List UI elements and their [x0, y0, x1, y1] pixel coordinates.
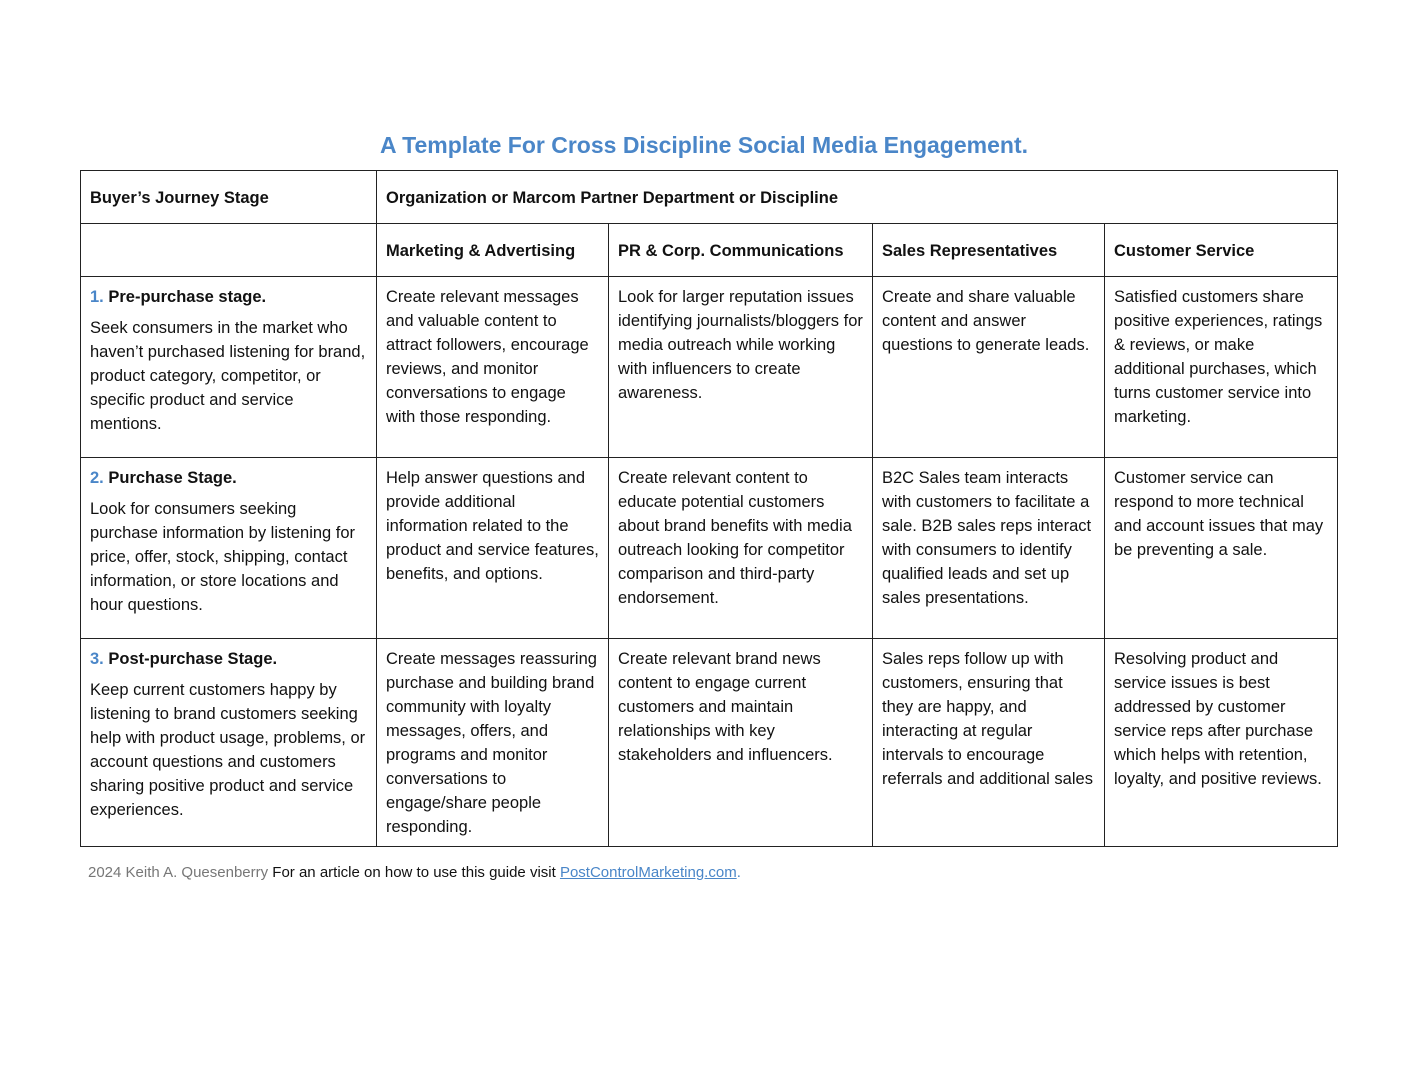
table-cell: Look for larger reputation issues identifying journalists/bloggers for media outreach while working with influencers to create awareness. — [609, 277, 873, 458]
table-row-pre-purchase — [81, 277, 1338, 458]
stage-description: Look for consumers seeking purchase information by listening for price, offer, stock, shipping, contact information, or store locations and hour questions. — [90, 500, 356, 614]
stage-column-header: Buyer’s Journey Stage — [81, 171, 377, 224]
stage-number: 1. — [90, 288, 104, 306]
table-row-post-purchase — [81, 639, 1338, 847]
engagement-table — [80, 170, 1338, 847]
stage-number: 2. — [90, 469, 104, 487]
footer — [88, 862, 741, 884]
stage-cell — [81, 277, 377, 458]
table-cell: Create relevant messages and valuable content to attract followers, encourage reviews, and monitor conversations to engage with those responding. — [377, 277, 609, 458]
table-cell: B2C Sales team interacts with customers to facilitate a sale. B2B sales reps interact with consumers to identify qualified leads and set up sales presentations. — [873, 458, 1105, 639]
stage-name: Pre-purchase stage. — [108, 288, 267, 306]
stage-description: Keep current customers happy by listening to brand customers seeking help with product usage, problems, or account questions and customers sharing positive product and service experiences. — [90, 681, 366, 819]
stage-title — [90, 466, 367, 490]
column-header-pr: PR & Corp. Communications — [609, 224, 873, 277]
table-cell: Create relevant brand news content to engage current customers and maintain relationships with key stakeholders and influencers. — [609, 639, 873, 847]
table-cell: Create and share valuable content and answer questions to generate leads. — [873, 277, 1105, 458]
empty-header-cell — [81, 224, 377, 277]
table-cell: Sales reps follow up with customers, ensuring that they are happy, and interacting at regular intervals to encourage referrals and additional sales — [873, 639, 1105, 847]
table-cell: Create relevant content to educate potential customers about brand benefits with media outreach looking for competitor comparison and third-party endorsement. — [609, 458, 873, 639]
table-cell: Satisfied customers share positive experiences, ratings & reviews, or make additional purchases, which turns customer service into marketing. — [1105, 277, 1338, 458]
page-title: A Template For Cross Discipline Social Media Engagement. — [380, 132, 1028, 158]
stage-description: Seek consumers in the market who haven’t purchased listening for brand, product category, competitor, or specific product and service mentions. — [90, 319, 366, 433]
table-header-row — [81, 171, 1338, 224]
table-row-purchase — [81, 458, 1338, 639]
footer-link[interactable]: PostControlMarketing.com — [559, 864, 737, 881]
table-cell: Customer service can respond to more technical and account issues that may be preventing a sale. — [1105, 458, 1338, 639]
table-subheader-row — [81, 224, 1338, 277]
stage-number: 3. — [90, 650, 104, 668]
table-cell: Help answer questions and provide additional information related to the product and service features, benefits, and options. — [377, 458, 609, 639]
stage-cell — [81, 458, 377, 639]
stage-title — [90, 285, 367, 309]
discipline-header: Organization or Marcom Partner Department or Discipline — [377, 171, 1338, 224]
table-cell: Create messages reassuring purchase and building brand community with loyalty messages, offers, and programs and monitor conversations to engage/share people responding. — [377, 639, 609, 847]
stage-title — [90, 647, 367, 671]
footer-period: . — [736, 864, 741, 881]
column-header-sales: Sales Representatives — [873, 224, 1105, 277]
footer-credit: 2024 Keith A. Quesenberry — [88, 864, 269, 881]
column-header-customer-service: Customer Service — [1105, 224, 1338, 277]
table-cell: Resolving product and service issues is best addressed by customer service reps after purchase which helps with retention, loyalty, and positive reviews. — [1105, 639, 1338, 847]
stage-name: Post-purchase Stage. — [108, 650, 278, 668]
stage-cell — [81, 639, 377, 847]
column-header-marketing: Marketing & Advertising — [377, 224, 609, 277]
stage-name: Purchase Stage. — [108, 469, 237, 487]
footer-text: For an article on how to use this guide visit — [272, 864, 556, 881]
